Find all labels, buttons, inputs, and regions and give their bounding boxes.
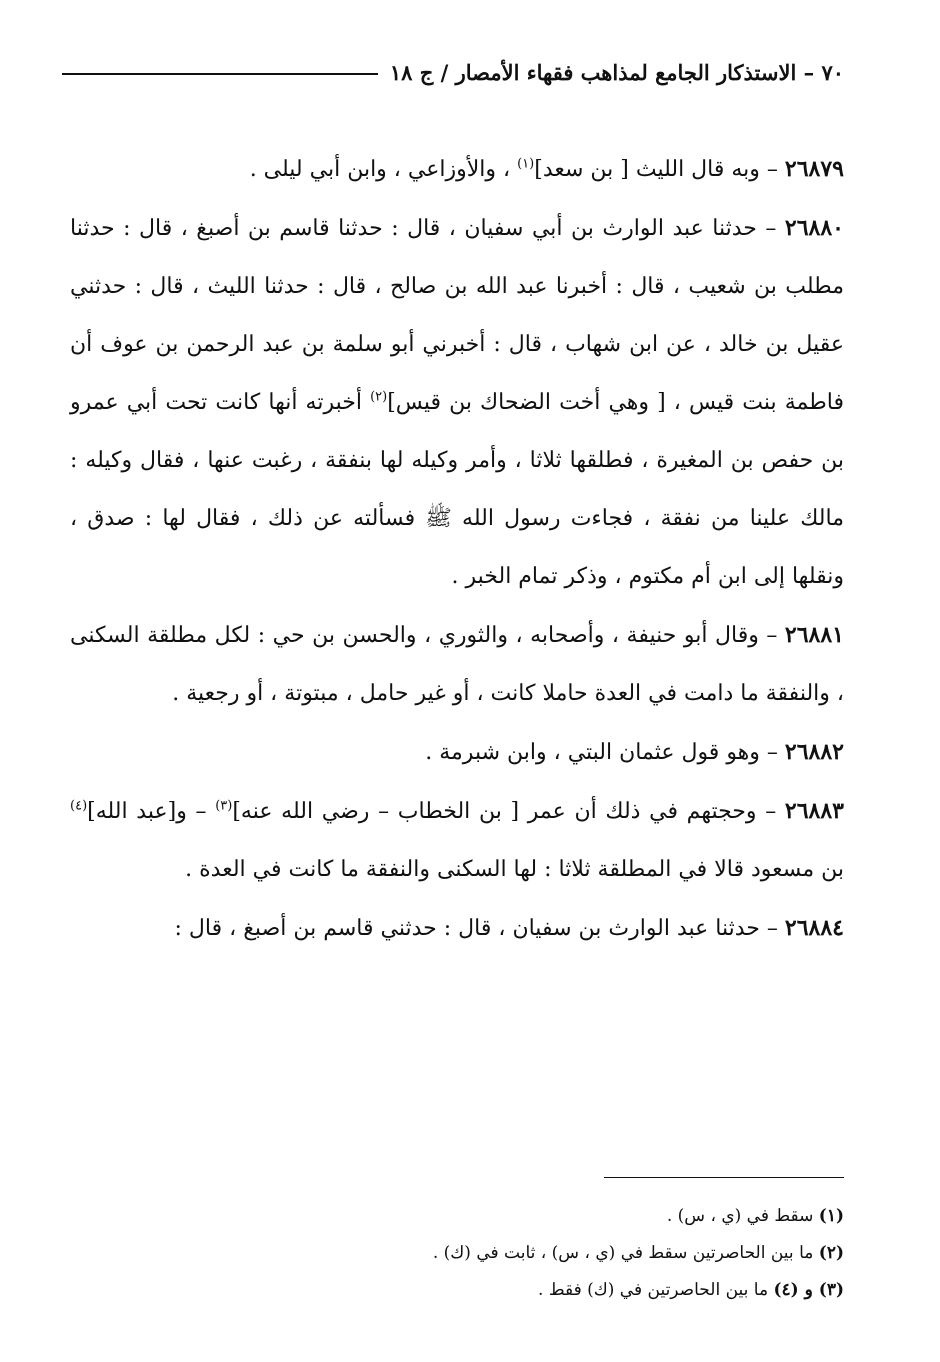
paragraph-number: ٢٦٨٨٣	[784, 798, 844, 824]
header-title: ٧٠ – الاستذكار الجامع لمذاهب فقهاء الأمصار / ج ١٨	[389, 59, 844, 85]
footnote-mark: (٣) و (٤)	[773, 1280, 844, 1300]
paragraph-26879	[70, 140, 844, 199]
paragraph-text: – وقال أبو حنيفة ، وأصحابه ، والثوري ، والحسن بن حي : لكل مطلقة السكنى ، والنفقة ما دامت في العدة حاملا كانت ، أو غير حامل ، مبتوتة ، أو رجعية .	[70, 623, 844, 706]
footnotes	[70, 1198, 844, 1309]
paragraph-text: – حدثنا عبد الوارث بن أبي سفيان ، قال : حدثنا قاسم بن أصبغ ، قال : حدثنا مطلب بن شعيب ، قال : أخبرنا عبد الله بن صالح ، قال : حدثنا الليث ، قال : حدثني عقيل بن خالد ، عن ابن شهاب ، قال : أخبرني أبو سلمة بن عبد الرحمن بن عوف أن فاطمة بنت قيس ، [ وهي أخت الضحاك بن قيس]	[70, 216, 844, 415]
paragraph-26883	[70, 782, 844, 899]
footnote-ref: (٤)	[70, 798, 88, 814]
paragraph-text: – حدثنا عبد الوارث بن سفيان ، قال : حدثني قاسم بن أصبغ ، قال :	[174, 916, 785, 941]
paragraph-26882	[70, 723, 844, 782]
paragraph-text-cont: – و[عبد الله]	[87, 799, 216, 824]
paragraph-text-cont: بن مسعود قالا في المطلقة ثلاثا : لها السكنى والنفقة ما كانت في العدة .	[185, 857, 844, 882]
paragraph-26884	[70, 899, 844, 958]
footnote-1	[70, 1198, 844, 1235]
paragraph-26881	[70, 606, 844, 723]
footnote-text: ما بين الحاصرتين سقط في (ي ، س) ، ثابت في (ك) .	[432, 1243, 819, 1263]
paragraph-number: ٢٦٨٨١	[784, 622, 844, 648]
footnote-rule	[604, 1177, 844, 1178]
footnote-text: ما بين الحاصرتين في (ك) فقط .	[538, 1280, 774, 1300]
footnote-ref: (٢)	[370, 389, 388, 405]
paragraph-number: ٢٦٨٧٩	[784, 156, 844, 182]
running-header	[62, 52, 844, 92]
paragraph-text: – وبه قال الليث [ بن سعد]	[534, 157, 785, 182]
paragraph-text: – وحجتهم في ذلك أن عمر [ بن الخطاب – رضي الله عنه]	[232, 799, 785, 824]
paragraph-number: ٢٦٨٨٠	[784, 215, 844, 241]
paragraph-number: ٢٦٨٨٤	[784, 915, 844, 941]
main-text	[70, 140, 844, 958]
footnote-text: سقط في (ي ، س) .	[666, 1206, 819, 1226]
paragraph-text: – وهو قول عثمان البتي ، وابن شبرمة .	[425, 740, 785, 765]
footnote-2	[70, 1235, 844, 1272]
header-rule	[62, 73, 378, 75]
paragraph-26880	[70, 199, 844, 606]
paragraph-text-cont: أخبرته أنها كانت تحت أبي عمرو بن حفص بن المغيرة ، فطلقها ثلاثا ، وأمر وكيله لها بنفقة ، رغبت عنها ، فقال وكيله : مالك علينا من نفقة ، فجاءت رسول الله ﷺ فسألته عن ذلك ، فقال لها : صدق ، ونقلها إلى ابن أم مكتوم ، وذكر تمام الخبر .	[70, 390, 844, 589]
footnote-ref: (٣)	[215, 798, 233, 814]
footnote-mark: (٢)	[818, 1243, 844, 1263]
footnote-3-4	[70, 1272, 844, 1309]
footnote-mark: (١)	[818, 1206, 844, 1226]
footnote-ref: (١)	[517, 156, 535, 172]
paragraph-number: ٢٦٨٨٢	[784, 739, 844, 765]
paragraph-text-cont: ، والأوزاعي ، وابن أبي ليلى .	[249, 157, 518, 182]
